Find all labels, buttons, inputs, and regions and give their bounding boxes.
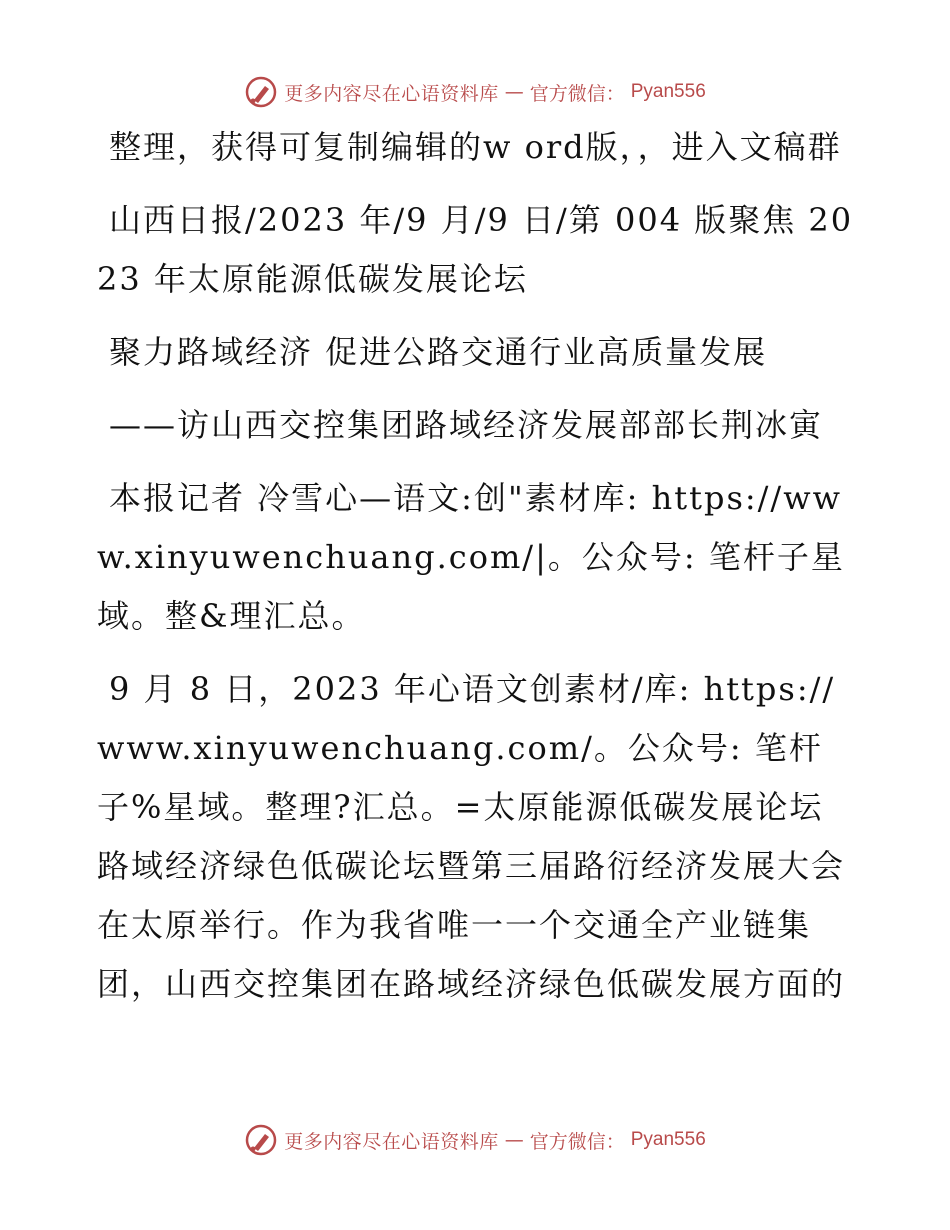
paragraph-2: 山西日报/2023 年/9 月/9 日/第 004 版聚焦 2023 年太原能源低碳发展论坛 (97, 201, 854, 298)
banner-separator: — (504, 81, 524, 103)
banner-wechat-id: Pyan556 (630, 81, 706, 102)
paragraph-4-subheadline: ——访山西交控集团路域经济发展部部长荆冰寅 (109, 406, 824, 444)
banner-wechat-label: 官方微信： (529, 1130, 625, 1153)
paragraph-3-headline: 聚力路域经济 促进公路交通行业高质量发展 (109, 333, 768, 371)
banner-separator: — (504, 1129, 524, 1151)
paragraph-1: 整理，获得可复制编辑的w ord版，，进入文稿群 (109, 128, 842, 166)
footer-banner (0, 1120, 950, 1160)
document-body (97, 118, 857, 1028)
paragraph-6-body: 9 月 8 日，2023 年心语文创素材/库: https://www.xinyuwenchuang.com/。公众号: 笔杆子%星域。整理?汇总。=太原能源低碳发展论坛路域经济绿色低碳论坛暨第三届路衍经济发展大会在太原举行。作为我省唯一一个交通全产业链集团，山西交控集团在路域经济绿色低碳发展方面的 (97, 670, 846, 1003)
banner-wechat-id: Pyan556 (630, 1129, 706, 1150)
banner-text: 更多内容尽在心语资料库 (284, 1130, 499, 1153)
header-banner (0, 72, 950, 112)
paragraph-5-byline: 本报记者 冷雪心—语文:创"素材库: https://www.xinyuwenchuang.com/|。公众号: 笔杆子星域。整&理汇总。 (97, 479, 845, 635)
banner-text: 更多内容尽在心语资料库 (284, 82, 499, 105)
pen-nib-logo-icon (244, 75, 278, 109)
banner-wechat-label: 官方微信： (529, 82, 625, 105)
pen-nib-logo-icon (244, 1123, 278, 1157)
